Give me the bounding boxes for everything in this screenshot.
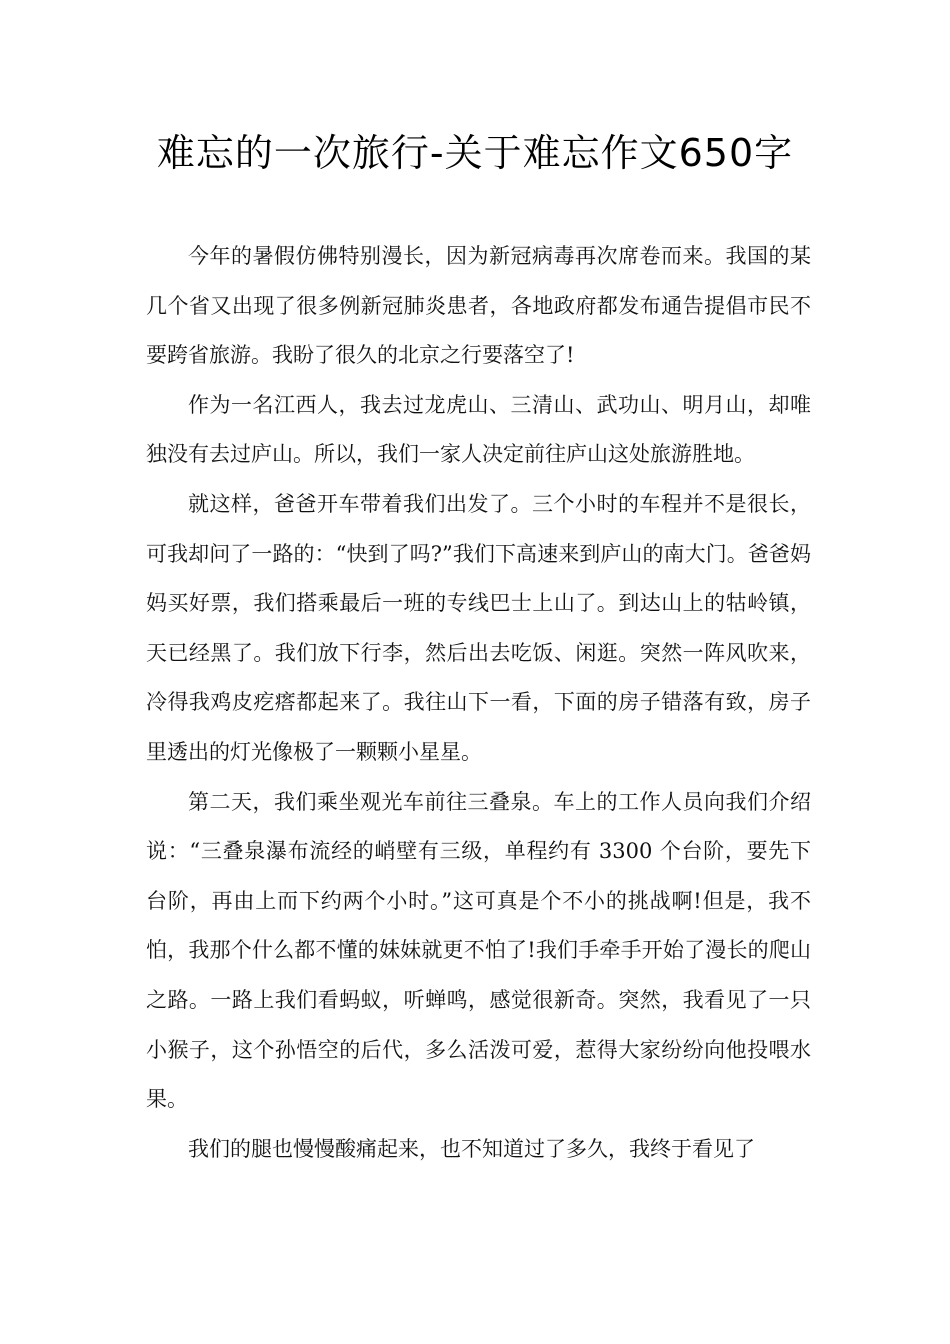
document-body xyxy=(146,232,811,1174)
paragraph: 第二天，我们乘坐观光车前往三叠泉。车上的工作人员向我们介绍说：“三叠泉瀑布流经的峭壁有三级，单程约有 3300 个台阶，要先下台阶，再由上而下约两个小时。”这可真是个不小的挑战啊!但是，我不怕，我那个什么都不懂的妹妹就更不怕了!我们手牵手开始了漫长的爬山之路。一路上我们看蚂蚁，听蝉鸣，感觉很新奇。突然，我看见了一只小猴子，这个孙悟空的后代，多么活泼可爱，惹得大家纷纷向他投喂水果。 xyxy=(146,789,811,1112)
paragraph: 作为一名江西人，我去过龙虎山、三清山、武功山、明月山，却唯独没有去过庐山。所以，我们一家人决定前往庐山这处旅游胜地。 xyxy=(146,392,811,467)
paragraph: 就这样，爸爸开车带着我们出发了。三个小时的车程并不是很长，可我却问了一路的：“快到了吗?”我们下高速来到庐山的南大门。爸爸妈妈买好票，我们搭乘最后一班的专线巴士上山了。到达山上的牯岭镇，天已经黑了。我们放下行李，然后出去吃饭、闲逛。突然一阵风吹来，冷得我鸡皮疙瘩都起来了。我往山下一看，下面的房子错落有致，房子里透出的灯光像极了一颗颗小星星。 xyxy=(146,491,811,764)
paragraph: 我们的腿也慢慢酸痛起来，也不知道过了多久，我终于看见了 xyxy=(188,1136,755,1161)
paragraph: 今年的暑假仿佛特别漫长，因为新冠病毒再次席卷而来。我国的某几个省又出现了很多例新冠肺炎患者，各地政府都发布通告提倡市民不要跨省旅游。我盼了很久的北京之行要落空了! xyxy=(146,244,811,368)
document-title: 难忘的一次旅行-关于难忘作文650字 xyxy=(156,131,794,175)
